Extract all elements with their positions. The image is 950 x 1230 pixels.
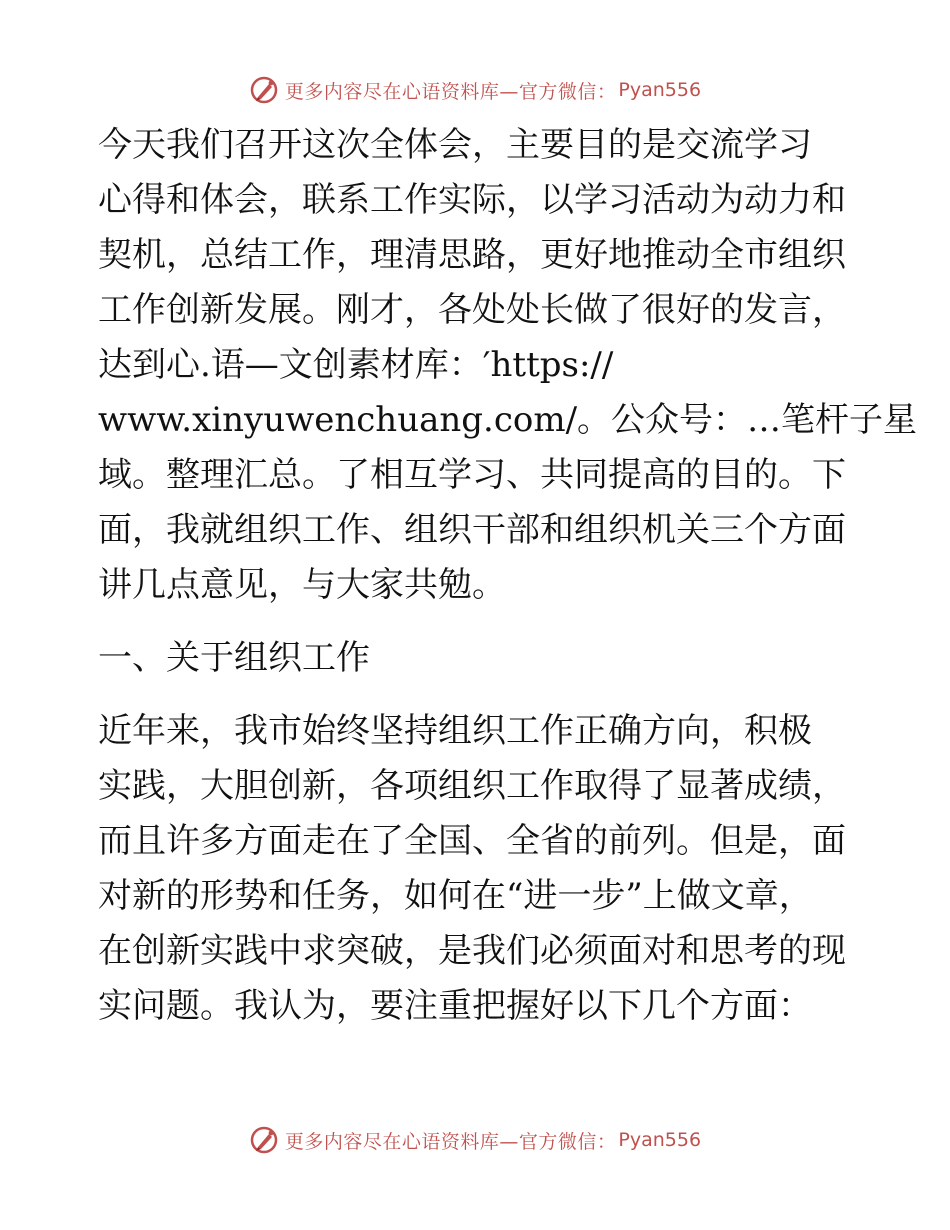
paragraph-spacer [98,686,858,704]
text-line: 近年来，我市始终坚持组织工作正确方向，积极 [98,711,812,751]
text-line: 实问题。我认为，要注重把握好以下几个方面： [98,986,812,1026]
text-line: 对新的形势和任务，如何在“进一步”上做文章， [98,876,813,916]
text-line: 实践，大胆创新，各项组织工作取得了显著成绩， [98,766,846,806]
pen-circle-logo-icon [249,1125,279,1155]
watermark-wechat-id: Pyan556 [618,79,702,101]
text-line: 达到心.语—文创素材库：′https:// [98,345,614,385]
text-line: 而且许多方面走在了全国、全省的前列。但是，面 [98,821,846,861]
paragraph-intro [98,118,918,613]
text-line: www.xinyuwenchuang.com/。公众号：…笔杆子星 [98,400,918,440]
pen-circle-logo-icon [249,75,279,105]
watermark-text: 更多内容尽在心语资料库—官方微信： [284,1130,617,1153]
text-line: 今天我们召开这次全体会，主要目的是交流学习 [98,125,812,165]
paragraph-section-one [98,704,858,1034]
watermark-text: 更多内容尽在心语资料库—官方微信： [284,80,617,103]
header-watermark [0,70,950,110]
section-heading: 一、关于组织工作 [98,638,370,678]
text-line: 心得和体会，联系工作实际，以学习活动为动力和 [98,180,846,220]
text-line: 域。整理汇总。了相互学习、共同提高的目的。下 [98,455,846,495]
text-line: 工作创新发展。刚才，各处处长做了很好的发言， [98,290,846,330]
footer-watermark [0,1120,950,1160]
document-body [98,118,918,1034]
text-line: 面，我就组织工作、组织干部和组织机关三个方面 [98,510,846,550]
text-line: 讲几点意见，与大家共勉。 [98,565,506,605]
text-line: 契机，总结工作，理清思路，更好地推动全市组织 [98,235,846,275]
text-line: 在创新实践中求突破，是我们必须面对和思考的现 [98,931,846,971]
watermark-wechat-id: Pyan556 [618,1129,702,1151]
paragraph-spacer [98,613,858,631]
